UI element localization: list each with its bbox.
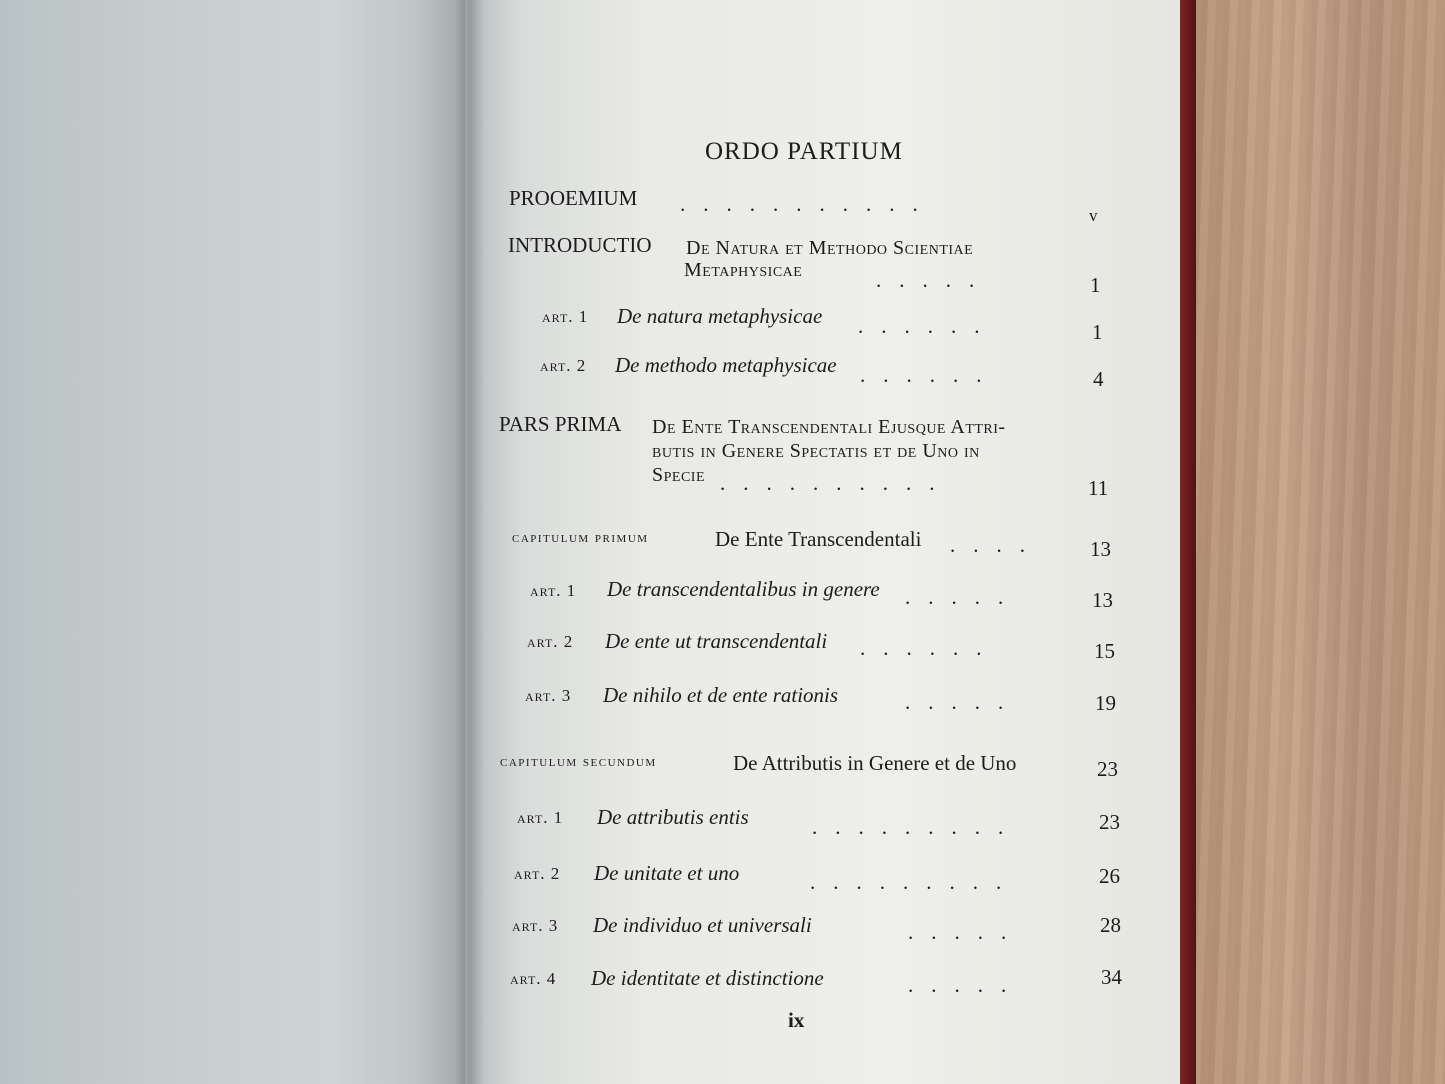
article-number: art. 1 bbox=[542, 307, 589, 326]
page-number: v bbox=[1089, 206, 1098, 225]
chapter-label: capitulum secundum bbox=[500, 754, 657, 770]
leader-dots: ........... bbox=[680, 192, 936, 216]
article-title: De individuo et universali bbox=[593, 913, 812, 937]
leader-dots: ..... bbox=[908, 973, 1025, 997]
book-gutter bbox=[455, 0, 485, 1084]
section-heading: De Natura et Methodo Scientiae bbox=[686, 237, 974, 259]
page-number: 1 bbox=[1092, 320, 1103, 344]
page-number: 34 bbox=[1101, 965, 1122, 989]
page-number: 15 bbox=[1094, 639, 1115, 663]
leader-dots: ...... bbox=[860, 636, 1000, 660]
leader-dots: ..... bbox=[905, 585, 1022, 609]
leader-dots: ...... bbox=[858, 314, 998, 338]
page-number: 19 bbox=[1095, 691, 1116, 715]
article-number: art. 1 bbox=[517, 808, 564, 827]
page-number: 11 bbox=[1088, 476, 1109, 500]
article-title: De ente ut transcendentali bbox=[605, 629, 828, 653]
introductio-label: INTRODUCTIO bbox=[508, 233, 652, 257]
page-number: 1 bbox=[1090, 273, 1101, 297]
pars-prima-label: PARS PRIMA bbox=[499, 412, 622, 436]
leader-dots: ......... bbox=[810, 870, 1020, 894]
left-page bbox=[0, 0, 470, 1084]
page-number: 13 bbox=[1092, 588, 1113, 612]
page-number: 23 bbox=[1097, 757, 1118, 781]
wood-table bbox=[1180, 0, 1445, 1084]
article-title: De nihilo et de ente rationis bbox=[603, 683, 839, 707]
section-heading: Metaphysicae bbox=[684, 259, 803, 281]
prooemium-label: PROOEMIUM bbox=[509, 186, 638, 210]
article-number: art. 3 bbox=[512, 916, 559, 935]
leader-dots: .... bbox=[950, 533, 1043, 557]
page-number: 13 bbox=[1090, 537, 1111, 561]
section-heading: butis in Genere Spectatis et de Uno in bbox=[652, 440, 980, 462]
article-number: art. 2 bbox=[514, 864, 561, 883]
chapter-label: capitulum primum bbox=[512, 530, 649, 546]
page-number: 4 bbox=[1093, 367, 1104, 391]
page-number: 28 bbox=[1100, 913, 1121, 937]
page-number: 26 bbox=[1099, 864, 1120, 888]
folio-page-number: ix bbox=[788, 1008, 805, 1032]
article-title: De natura metaphysicae bbox=[617, 304, 823, 328]
article-title: De methodo metaphysicae bbox=[615, 353, 837, 377]
leader-dots: .......... bbox=[720, 471, 953, 495]
article-title: De unitate et uno bbox=[594, 861, 740, 885]
leader-dots: ......... bbox=[812, 815, 1022, 839]
article-number: art. 2 bbox=[527, 632, 574, 651]
article-number: art. 3 bbox=[525, 686, 572, 705]
article-number: art. 1 bbox=[530, 581, 577, 600]
section-heading: De Ente Transcendentali Ejusque Attri- bbox=[652, 416, 1006, 438]
page-title: ORDO PARTIUM bbox=[705, 138, 903, 165]
leader-dots: ..... bbox=[876, 268, 993, 292]
chapter-title: De Attributis in Genere et de Uno bbox=[733, 751, 1017, 775]
leader-dots: ...... bbox=[860, 363, 1000, 387]
article-title: De identitate et distinctione bbox=[591, 966, 824, 990]
article-title: De attributis entis bbox=[597, 805, 749, 829]
article-number: art. 2 bbox=[540, 356, 587, 375]
article-title: De transcendentalibus in genere bbox=[607, 577, 880, 601]
section-heading: Specie bbox=[652, 464, 706, 486]
leader-dots: ..... bbox=[908, 920, 1025, 944]
chapter-title: De Ente Transcendentali bbox=[715, 527, 922, 551]
page-number: 23 bbox=[1099, 810, 1120, 834]
article-number: art. 4 bbox=[510, 969, 557, 988]
leader-dots: ..... bbox=[905, 690, 1022, 714]
